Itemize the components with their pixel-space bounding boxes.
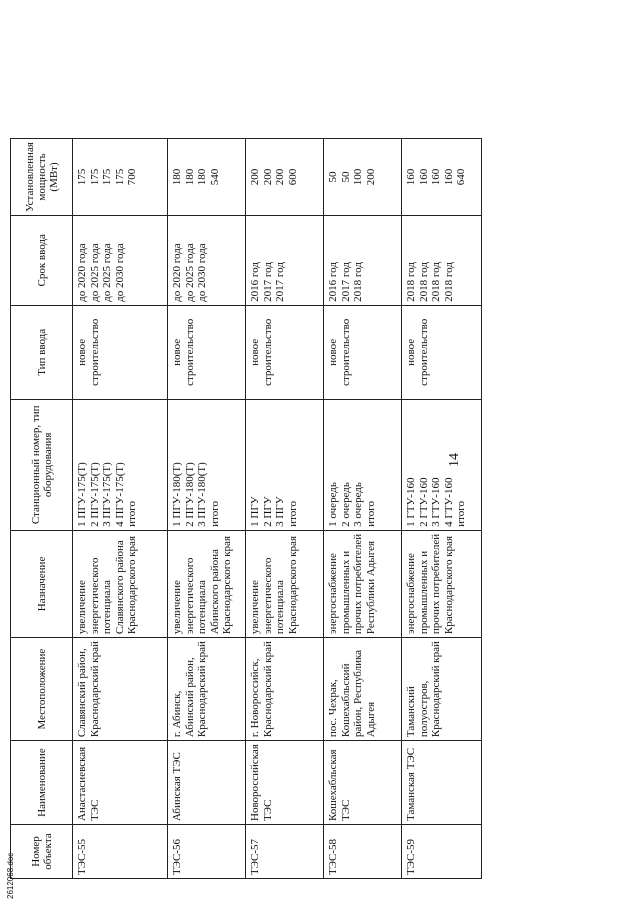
cell-line: 540 [208, 168, 221, 186]
cell-line: ТЭС [88, 799, 101, 821]
cell-line: 160 [430, 168, 442, 186]
cell-line: 200 [364, 168, 377, 186]
cell-line: 1 ГТУ-160 [405, 477, 417, 527]
cell-line: 2018 год [430, 262, 442, 302]
cell-line: 640 [455, 168, 467, 186]
cell-line: 3 ПГУ-175(Т) [101, 462, 113, 527]
purpose-cell [246, 530, 324, 637]
cell-line: энергоснабжение [405, 553, 417, 635]
cell-line: 3 ПГУ-180(Т) [196, 462, 208, 527]
header-location: Местоположение [11, 638, 73, 741]
cell-line: 700 [126, 168, 138, 186]
cell-line: потенциала [196, 580, 208, 635]
cell-line: Славянского района [113, 540, 126, 635]
cell-line: 50 [327, 171, 339, 183]
cell-line: 2017 год [274, 262, 286, 302]
equipment-cell [402, 399, 482, 530]
input-type-cell [402, 305, 482, 399]
power-cell [246, 139, 324, 216]
cell-line: новое [249, 338, 261, 366]
cell-line: г. Новороссийск, [249, 658, 261, 738]
cell-line: промышленных и [417, 550, 430, 635]
table-row [168, 139, 246, 879]
cell-line: до 2025 года [101, 243, 113, 302]
equipment-cell [73, 399, 168, 530]
location-cell [246, 638, 324, 741]
cell-line: Краснодарский край [430, 641, 442, 738]
cell-line: Кошехабльский [339, 663, 352, 738]
cell-line: строительство [417, 318, 430, 386]
power-cell [168, 139, 246, 216]
cell-line: до 2030 года [113, 243, 126, 302]
cell-line: прочих потребителей [352, 533, 364, 635]
name-cell [73, 741, 168, 825]
location-cell [73, 638, 168, 741]
cell-line: Республики Адыгея [364, 540, 377, 635]
cell-line: полуостров, [417, 680, 430, 738]
cell-line: Краснодарского края [442, 536, 455, 635]
document-id: 2612068.doc [6, 852, 15, 899]
cell-line: 1 очередь [327, 482, 339, 527]
cell-line: ТЭС [261, 799, 274, 821]
cell-line: 175 [113, 168, 126, 186]
cell-line: новое [327, 338, 339, 366]
cell-line: 100 [352, 168, 364, 186]
cell-line: строительство [261, 318, 274, 386]
term-cell [324, 215, 402, 305]
cell-line: увеличение [76, 580, 88, 635]
name-cell [168, 741, 246, 825]
header-term: Срок ввода [11, 215, 73, 305]
cell-line: 200 [249, 168, 261, 186]
cell-line: 175 [101, 168, 113, 186]
cell-line: 2 ПГУ-180(Т) [183, 462, 196, 527]
cell-line: 600 [286, 168, 299, 186]
cell-line: Таманский [405, 686, 417, 738]
cell-line: Краснодарский край [261, 641, 274, 738]
cell-line: 2018 год [417, 262, 430, 302]
cell-line: итого [286, 501, 299, 527]
cell-line: 2017 год [261, 262, 274, 302]
input-type-cell [246, 305, 324, 399]
page-number: 14 [447, 453, 462, 467]
cell-line: Таманская ТЭС [405, 747, 417, 821]
cell-line: прочих потребителей [430, 533, 442, 635]
cell-line: 50 [339, 171, 352, 183]
cell-line: строительство [88, 318, 101, 386]
equipment-cell [324, 399, 402, 530]
table-row [73, 139, 168, 879]
cell-line: 180 [171, 168, 183, 186]
cell-line: пос. Чехрак, [327, 679, 339, 738]
cell-line: 2018 год [352, 262, 364, 302]
cell-line: новое [76, 338, 88, 366]
cell-line: энергетического [183, 557, 196, 635]
cell-line: Анастасиевская [76, 746, 88, 821]
header-name: Наименование [11, 741, 73, 825]
table-row [402, 139, 482, 879]
cell-line: итого [126, 501, 138, 527]
location-cell [402, 638, 482, 741]
cell-line: до 2020 года [171, 243, 183, 302]
object-number-cell: ТЭС-55 [73, 825, 168, 879]
cell-line: Абинская ТЭС [171, 752, 183, 821]
cell-line: до 2020 года [76, 243, 88, 302]
cell-line: 160 [442, 168, 455, 186]
cell-line: 160 [417, 168, 430, 186]
header-row [11, 139, 73, 879]
cell-line: 180 [196, 168, 208, 186]
term-cell [73, 215, 168, 305]
power-cell [324, 139, 402, 216]
purpose-cell [73, 530, 168, 637]
purpose-cell [324, 530, 402, 637]
power-cell [73, 139, 168, 216]
cell-line: 2 ГТУ-160 [417, 477, 430, 527]
header-equipment: Станционный номер, тип оборудования [11, 399, 73, 530]
cell-line: 2017 год [339, 262, 352, 302]
cell-line: 2016 год [327, 262, 339, 302]
cell-line: энергетического [88, 557, 101, 635]
location-cell [324, 638, 402, 741]
cell-line: Славянский район, [76, 648, 88, 738]
cell-line: 4 ПГУ-175(Т) [113, 462, 126, 527]
cell-line: 1 ПГУ [249, 496, 261, 527]
cell-line: новое [171, 338, 183, 366]
cell-line: потенциала [101, 580, 113, 635]
cell-line: 3 ПГУ [274, 496, 286, 527]
cell-line: Кошехабльская [327, 749, 339, 821]
input-type-cell [324, 305, 402, 399]
name-cell [402, 741, 482, 825]
cell-line: энергоснабжение [327, 553, 339, 635]
cell-line: 1 ПГУ-180(Т) [171, 462, 183, 527]
term-cell [168, 215, 246, 305]
cell-line: итого [364, 501, 377, 527]
location-cell [168, 638, 246, 741]
cell-line: 2018 год [442, 262, 455, 302]
header-purpose: Назначение [11, 530, 73, 637]
cell-line: 175 [88, 168, 101, 186]
name-cell [324, 741, 402, 825]
equipment-cell [168, 399, 246, 530]
cell-line: район, Республика [352, 649, 364, 738]
cell-line: промышленных и [339, 550, 352, 635]
cell-line: 1 ПГУ-175(Т) [76, 462, 88, 527]
cell-line: строительство [183, 318, 196, 386]
header-power: Установленная мощность (МВт) [11, 139, 73, 216]
cell-line: Краснодарского края [221, 536, 233, 635]
power-cell [402, 139, 482, 216]
cell-line: новое [405, 338, 417, 366]
term-cell [402, 215, 482, 305]
object-number-cell: ТЭС-59 [402, 825, 482, 879]
term-cell [246, 215, 324, 305]
cell-line: 160 [405, 168, 417, 186]
cell-line: Адыгея [364, 701, 377, 738]
cell-line: Краснодарский край [88, 641, 101, 738]
cell-line: 2018 год [405, 262, 417, 302]
cell-line: 180 [183, 168, 196, 186]
cell-line: г. Абинск, [171, 690, 183, 738]
cell-line: 4 ГТУ-160 [442, 477, 455, 527]
cell-line: Краснодарского края [286, 536, 299, 635]
table-body [73, 139, 482, 879]
cell-line: итого [455, 501, 467, 527]
object-number-cell: ТЭС-56 [168, 825, 246, 879]
object-number-cell: ТЭС-57 [246, 825, 324, 879]
cell-line: 2016 год [249, 262, 261, 302]
table-row [324, 139, 402, 879]
cell-line: Абинского района [208, 549, 221, 635]
cell-line: 2 очередь [339, 482, 352, 527]
cell-line: 2 ПГУ [261, 496, 274, 527]
table-row [246, 139, 324, 879]
cell-line: Новороссийская [249, 744, 261, 821]
cell-line: увеличение [249, 580, 261, 635]
object-number-cell: ТЭС-58 [324, 825, 402, 879]
cell-line: итого [208, 501, 221, 527]
cell-line: увеличение [171, 580, 183, 635]
cell-line: до 2030 года [196, 243, 208, 302]
cell-line: 2 ПГУ-175(Т) [88, 462, 101, 527]
equipment-cell [246, 399, 324, 530]
header-object-number: Номер объекта [11, 825, 73, 879]
cell-line: потенциала [274, 580, 286, 635]
name-cell [246, 741, 324, 825]
cell-line: 200 [261, 168, 274, 186]
cell-line: энергетического [261, 557, 274, 635]
cell-line: Абинский район, [183, 657, 196, 738]
power-plants-table [10, 138, 482, 879]
cell-line: 3 ГТУ-160 [430, 477, 442, 527]
cell-line: Краснодарский край [196, 641, 208, 738]
cell-line: ТЭС [339, 799, 352, 821]
input-type-cell [168, 305, 246, 399]
cell-line: 200 [274, 168, 286, 186]
header-input-type: Тип ввода [11, 305, 73, 399]
cell-line: Краснодарского края [126, 536, 138, 635]
cell-line: до 2025 года [88, 243, 101, 302]
purpose-cell [168, 530, 246, 637]
cell-line: 175 [76, 168, 88, 186]
cell-line: 3 очередь [352, 482, 364, 527]
cell-line: строительство [339, 318, 352, 386]
input-type-cell [73, 305, 168, 399]
purpose-cell [402, 530, 482, 637]
cell-line: до 2025 года [183, 243, 196, 302]
